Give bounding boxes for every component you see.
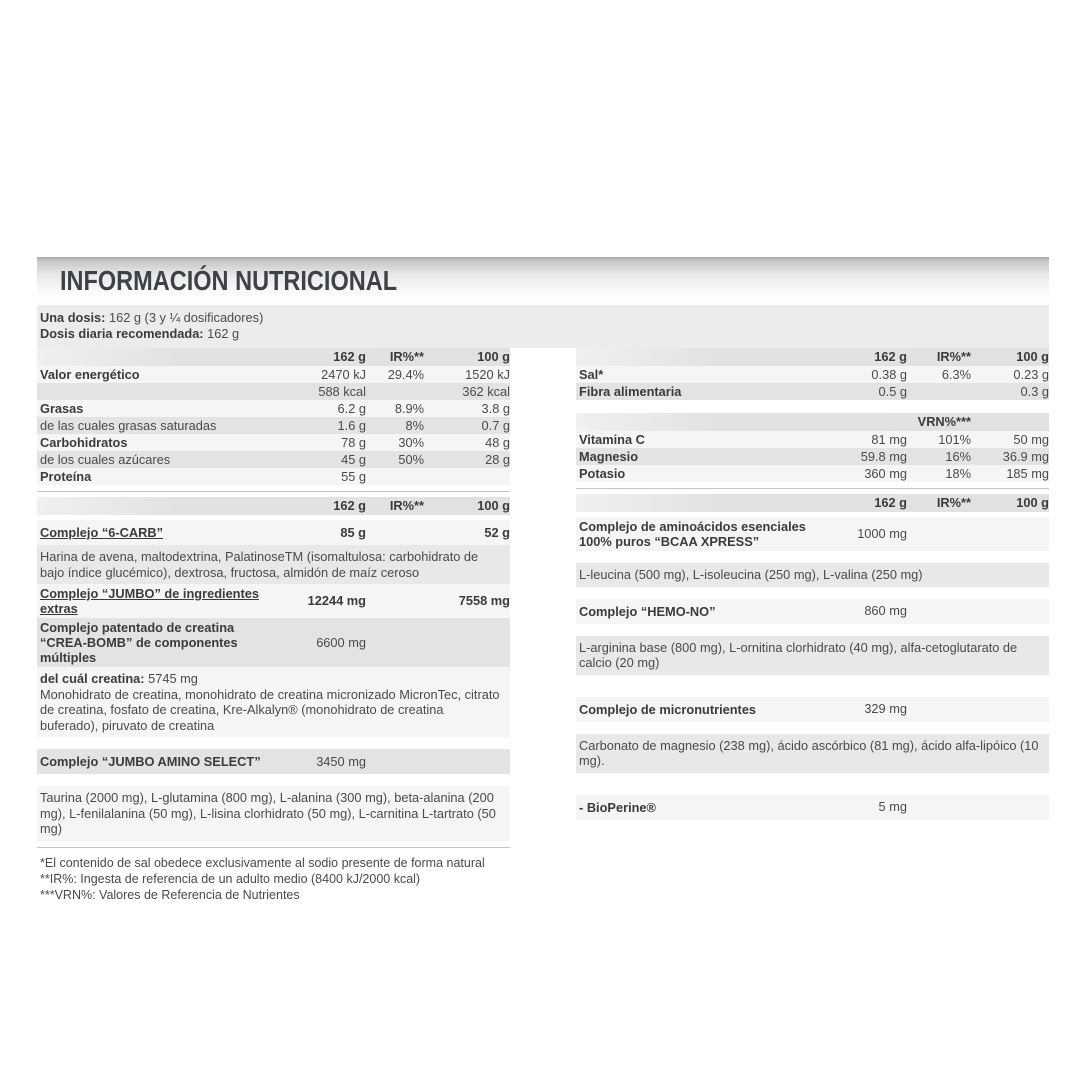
value-per-100g: 0.3 g xyxy=(1020,383,1049,399)
complex-row xyxy=(576,795,1049,820)
value-per-162g: 45 g xyxy=(341,451,366,467)
complex-row xyxy=(37,749,510,774)
panel-content xyxy=(37,257,1049,903)
footnote-line: ***VRN%: Valores de Referencia de Nutrientes xyxy=(40,887,300,902)
creatine-content-line xyxy=(40,671,504,687)
vrn-header-row xyxy=(576,413,1049,431)
complex-value-162g: 329 mg xyxy=(864,701,907,716)
table-gap xyxy=(576,400,1049,413)
ingredient-list: Taurina (2000 mg), L-glutamina (800 mg), L-alanina (300 mg), beta-alanina (200 mg), L-fenilalanina (50 mg), L-lisina clorhidrato (50 mg), L-carnitina L-tartrato (50 mg) xyxy=(37,786,510,841)
value-ir-percent: 8% xyxy=(405,417,424,433)
footnote-line: *El contenido de sal obedece exclusivamente al sodio presente de forma natural xyxy=(40,855,485,870)
complex-label: Complejo “HEMO-NO” xyxy=(579,603,716,619)
serving-info xyxy=(37,305,1049,348)
ingredient-list: Monohidrato de creatina, monohidrato de creatina micronizado MicronTec, citrato de creatina, fosfato de creatina, Kre-Alkalyn® (monohidrato de creatina buferado), piruvato de creatina xyxy=(40,686,500,733)
nutrient-row xyxy=(37,451,510,468)
value-per-100g: 0.7 g xyxy=(481,417,510,433)
col-header-162g: 162 g xyxy=(874,349,907,364)
value-per-100g: 3.8 g xyxy=(481,400,510,416)
col-header-vrn: VRN%*** xyxy=(917,414,971,429)
table-divider xyxy=(576,488,1049,489)
column-header-row xyxy=(37,497,510,515)
complex-row xyxy=(576,697,1049,722)
section-header xyxy=(37,257,1049,305)
complex-value-162g: 860 mg xyxy=(864,603,907,618)
col-header-ir: IR%** xyxy=(389,349,424,364)
complex-row xyxy=(37,618,510,667)
value-per-100g: 1520 kJ xyxy=(465,366,510,382)
value-per-100g: 50 mg xyxy=(1013,431,1049,447)
value-per-162g: 78 g xyxy=(341,434,366,450)
complex-value-162g: 5 mg xyxy=(878,799,907,814)
footnote-line: **IR%: Ingesta de referencia de un adulto medio (8400 kJ/2000 kcal) xyxy=(40,871,421,886)
ingredient-list-with-lead xyxy=(37,667,510,737)
value-per-162g: 360 mg xyxy=(864,465,907,481)
value-per-100g: 36.9 mg xyxy=(1002,448,1049,464)
column-header-row xyxy=(37,348,510,366)
value-per-162g: 2470 kJ xyxy=(321,366,366,382)
nutrient-label: Carbohidratos xyxy=(40,434,128,450)
col-header-162g: 162 g xyxy=(333,498,366,513)
complex-row xyxy=(37,520,510,545)
value-ir-percent: 8.9% xyxy=(394,400,424,416)
complex-value-100g: 7558 mg xyxy=(458,593,510,608)
complex-label: Complejo “JUMBO AMINO SELECT” xyxy=(40,754,261,769)
col-header-ir: IR%** xyxy=(389,498,424,513)
serving-size-label: Una dosis: xyxy=(40,310,106,325)
nutrient-row xyxy=(37,366,510,383)
complex-label: Complejo patentado de creatina “CREA-BOMB” de componentes múltiples xyxy=(40,620,238,665)
value-per-162g: 55 g xyxy=(341,468,366,484)
nutrient-label: Grasas xyxy=(40,400,84,416)
complex-value-162g: 3450 mg xyxy=(316,753,366,769)
creatine-content-value: 5745 mg xyxy=(144,671,198,686)
value-per-162g: 1.6 g xyxy=(337,417,366,433)
complex-label: - BioPerine® xyxy=(579,799,656,815)
nutrient-row xyxy=(576,366,1049,383)
complex-row xyxy=(576,599,1049,624)
nutrient-row xyxy=(576,431,1049,448)
complex-row xyxy=(576,517,1049,551)
nutrition-table-right xyxy=(576,348,1049,903)
nutrient-label: Potasio xyxy=(579,465,626,481)
value-ir-percent: 29.4% xyxy=(387,366,424,382)
value-per-100g: 362 kcal xyxy=(462,383,510,399)
nutrient-label: Vitamina C xyxy=(579,431,645,447)
col-header-100g: 100 g xyxy=(1016,495,1049,510)
value-ir-percent: 50% xyxy=(398,451,424,467)
column-header-row xyxy=(576,348,1049,366)
column-header-row xyxy=(576,494,1049,512)
col-header-100g: 100 g xyxy=(477,349,510,364)
creatine-content-label: del cuál creatina: xyxy=(40,671,145,686)
col-header-162g: 162 g xyxy=(874,495,907,510)
value-ir-percent: 18% xyxy=(945,465,971,481)
value-per-162g: 0.38 g xyxy=(871,366,907,382)
nutrient-label: Sal* xyxy=(579,366,604,382)
value-per-162g: 6.2 g xyxy=(337,400,366,416)
nutrient-row xyxy=(37,417,510,434)
nutrient-label: de los cuales azúcares xyxy=(40,451,171,467)
table-columns xyxy=(37,348,1049,903)
complex-label: Complejo “6-CARB” xyxy=(40,525,163,540)
value-per-162g: 588 kcal xyxy=(318,383,366,399)
value-per-100g: 0.23 g xyxy=(1013,366,1049,382)
ingredient-list: Carbonato de magnesio (238 mg), ácido ascórbico (81 mg), ácido alfa-lipóico (10 mg). xyxy=(576,734,1049,773)
nutrient-label: de las cuales grasas saturadas xyxy=(40,417,217,433)
nutrient-row xyxy=(576,383,1049,400)
daily-dose-label: Dosis diaria recomendada: xyxy=(40,326,204,341)
value-per-162g: 81 mg xyxy=(871,431,907,447)
col-header-100g: 100 g xyxy=(477,498,510,513)
value-per-100g: 48 g xyxy=(485,434,510,450)
complex-label: Complejo de micronutrientes xyxy=(579,701,757,717)
page-title: INFORMACIÓN NUTRICIONAL xyxy=(60,265,398,296)
nutrient-row xyxy=(576,465,1049,482)
value-ir-percent: 101% xyxy=(938,431,971,447)
table-divider xyxy=(37,847,510,848)
nutrition-table-left xyxy=(37,348,510,903)
complex-value-100g: 52 g xyxy=(484,524,510,540)
serving-size-line xyxy=(40,310,1041,326)
footnotes xyxy=(37,853,510,903)
daily-dose-value: 162 g xyxy=(203,326,240,341)
nutrient-row xyxy=(37,383,510,400)
nutrient-label: Magnesio xyxy=(579,448,639,464)
ingredient-list: L-arginina base (800 mg), L-ornitina clorhidrato (40 mg), alfa-cetoglutarato de calcio (20 mg) xyxy=(576,636,1049,675)
daily-dose-line xyxy=(40,326,1041,342)
value-per-162g: 59.8 mg xyxy=(860,448,907,464)
value-ir-percent: 16% xyxy=(945,448,971,464)
nutrient-row xyxy=(37,468,510,485)
nutrient-row xyxy=(576,448,1049,465)
complex-value-162g: 85 g xyxy=(340,524,366,540)
col-header-ir: IR%** xyxy=(936,349,971,364)
ingredient-list: Harina de avena, maltodextrina, PalatinoseTM (isomaltulosa: carbohidrato de bajo índice glucémico), dextrosa, fructosa, almidón de maíz ceroso xyxy=(37,545,510,584)
value-per-100g: 28 g xyxy=(485,451,510,467)
nutrient-row xyxy=(37,434,510,451)
nutrient-label: Fibra alimentaria xyxy=(579,383,682,399)
complex-value-162g: 1000 mg xyxy=(857,526,907,541)
nutrient-row xyxy=(37,400,510,417)
serving-size-value: 162 g (3 y ¼ dosificadores) xyxy=(105,310,264,325)
table-divider xyxy=(37,491,510,492)
nutrient-label: Proteína xyxy=(40,468,92,484)
col-header-ir: IR%** xyxy=(936,495,971,510)
value-ir-percent: 6.3% xyxy=(941,366,971,382)
col-header-162g: 162 g xyxy=(333,349,366,364)
complex-row xyxy=(37,584,510,618)
complex-label: Complejo de aminoácidos esenciales 100% puros “BCAA XPRESS” xyxy=(579,519,806,549)
nutrient-label: Valor energético xyxy=(40,366,140,382)
value-per-162g: 0.5 g xyxy=(878,383,907,399)
complex-value-162g: 12244 mg xyxy=(307,593,366,608)
value-ir-percent: 30% xyxy=(398,434,424,450)
col-header-100g: 100 g xyxy=(1016,349,1049,364)
value-per-100g: 185 mg xyxy=(1006,465,1049,481)
ingredient-list: L-leucina (500 mg), L-isoleucina (250 mg), L-valina (250 mg) xyxy=(576,563,1049,587)
complex-value-162g: 6600 mg xyxy=(316,634,366,650)
complex-label: Complejo “JUMBO” de ingredientes extras xyxy=(40,586,259,616)
